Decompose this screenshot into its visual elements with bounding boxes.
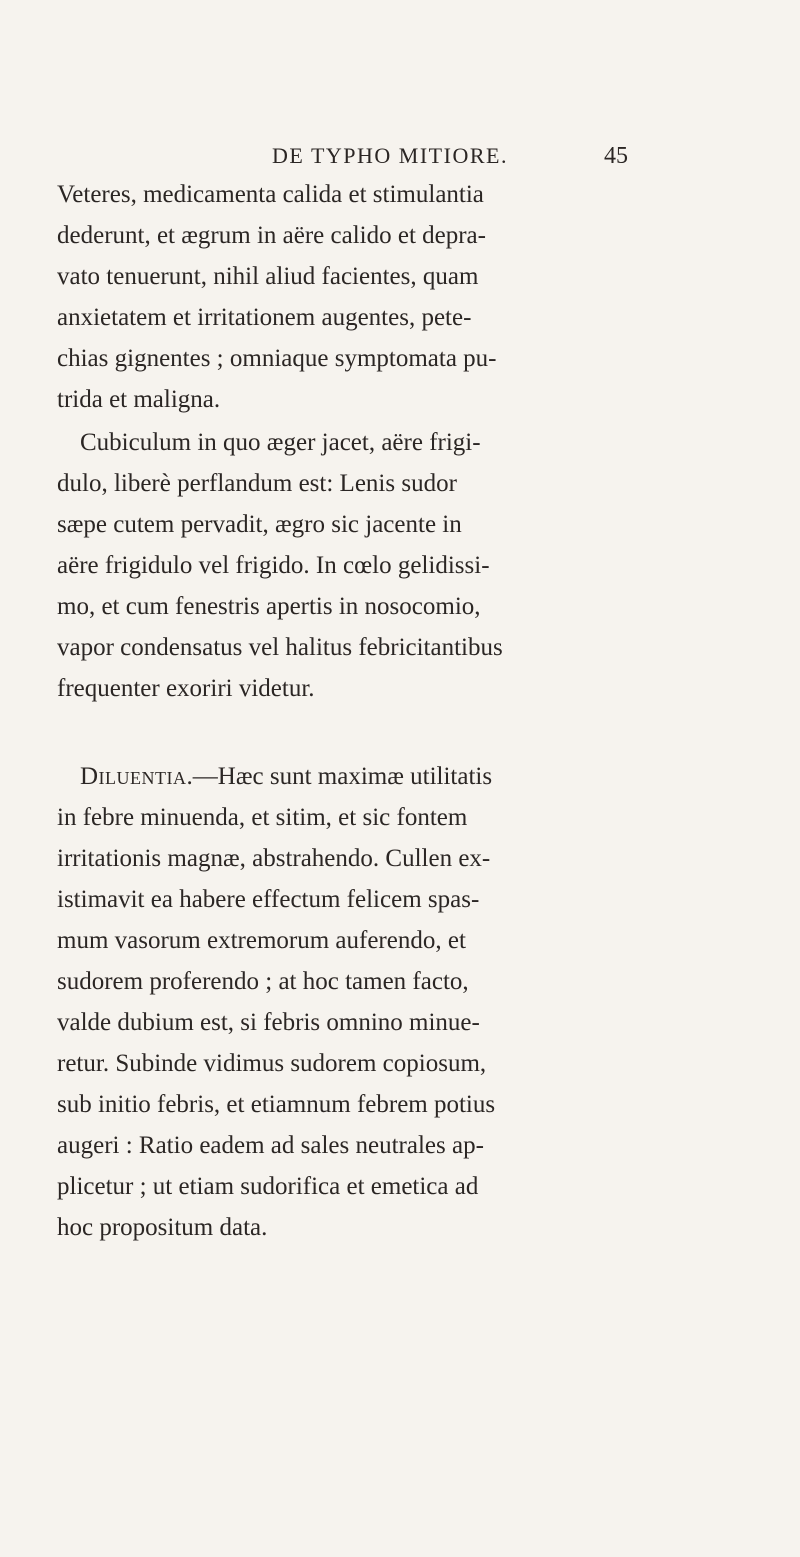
text-line: sub initio febris, et etiamnum febrem potius xyxy=(57,1091,496,1118)
text-line: irritationis magnæ, abstrahendo. Cullen ex- xyxy=(57,845,491,872)
text-line: Veteres, medicamenta calida et stimulantia xyxy=(57,181,484,208)
text-line: anxietatem et irritationem augentes, pete- xyxy=(57,304,472,331)
text-line: sudorem proferendo ; at hoc tamen facto, xyxy=(57,968,469,995)
text-line: istimavit ea habere effectum felicem spas- xyxy=(57,886,480,913)
page-number: 45 xyxy=(604,143,628,169)
text-line xyxy=(80,760,680,794)
text-line: trida et maligna. xyxy=(57,386,221,413)
running-title: DE TYPHO MITIORE. xyxy=(272,143,508,168)
text-line: vapor condensatus vel halitus febricitantibus xyxy=(57,634,503,661)
text-line: Cubiculum in quo æger jacet, aëre frigi- xyxy=(80,429,481,456)
text-line: frequenter exoriri videtur. xyxy=(57,675,315,702)
text-line: dederunt, et ægrum in aëre calido et depra- xyxy=(57,222,486,249)
text-line: mum vasorum extremorum auferendo, et xyxy=(57,927,466,954)
text-line: aëre frigidulo vel frigido. In cœlo gelidissi- xyxy=(57,552,490,579)
text-line: retur. Subinde vidimus sudorem copiosum, xyxy=(57,1050,487,1077)
text-line: valde dubium est, si febris omnino minue- xyxy=(57,1009,480,1036)
text-line: in febre minuenda, et sitim, et sic fontem xyxy=(57,804,468,831)
text-line: chias gignentes ; omniaque symptomata pu- xyxy=(57,345,497,372)
text-line: sæpe cutem pervadit, ægro sic jacente in xyxy=(57,511,462,538)
text-line: augeri : Ratio eadem ad sales neutrales ap- xyxy=(57,1132,484,1159)
section-heading: Diluentia xyxy=(80,763,187,790)
text-line: vato tenuerunt, nihil aliud facientes, quam xyxy=(57,263,479,290)
text-line: mo, et cum fenestris apertis in nosocomio, xyxy=(57,593,481,620)
text-line: dulo, liberè perflandum est: Lenis sudor xyxy=(57,470,457,497)
running-head xyxy=(0,136,800,176)
text-line: hoc propositum data. xyxy=(57,1214,268,1241)
text-line-rest: .—Hæc sunt maximæ utilitatis xyxy=(186,763,493,790)
text-line: plicetur ; ut etiam sudorifica et emetica ad xyxy=(57,1173,479,1200)
